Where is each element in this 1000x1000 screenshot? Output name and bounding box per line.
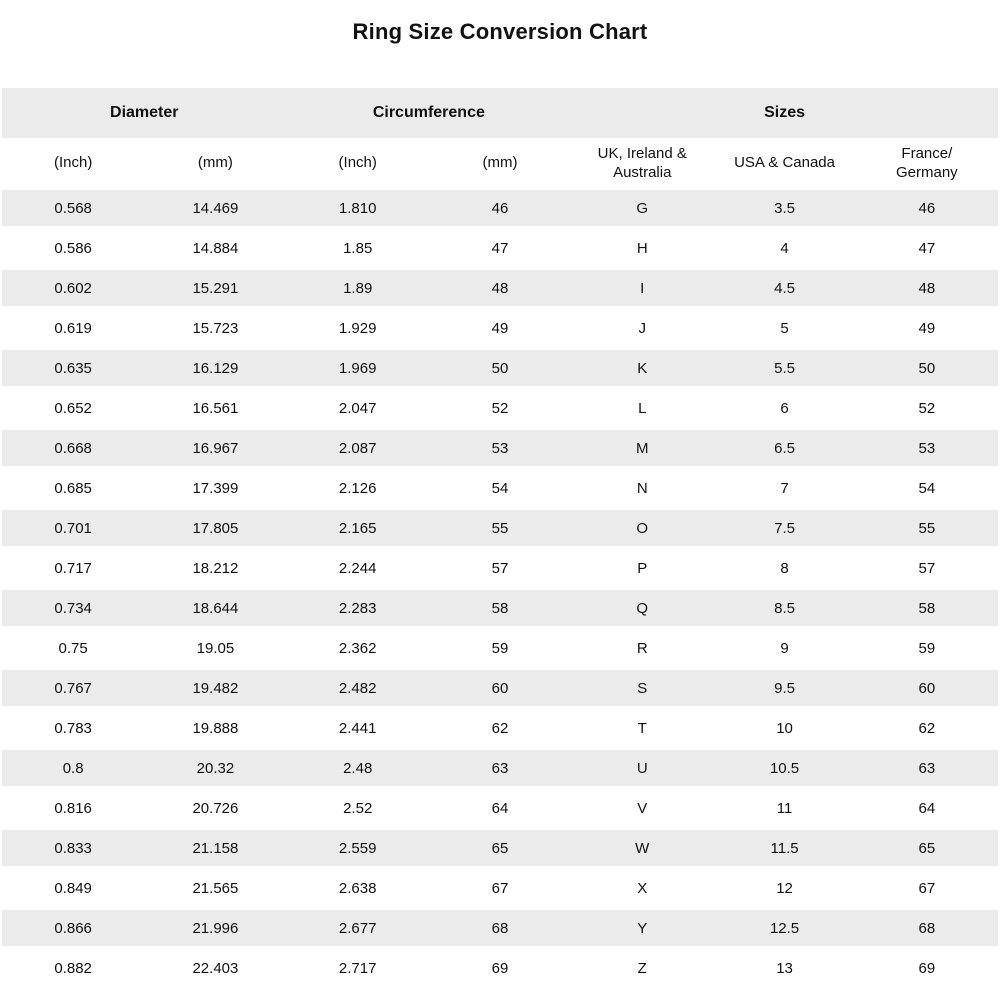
table-cell: 0.767	[2, 668, 144, 708]
table-cell: H	[571, 228, 713, 268]
table-cell: 1.85	[287, 228, 429, 268]
table-cell: 0.866	[2, 908, 144, 948]
table-cell: 2.047	[287, 388, 429, 428]
column-header: USA & Canada	[713, 138, 855, 188]
table-body	[2, 188, 998, 988]
table-cell: 49	[856, 308, 998, 348]
table-cell: I	[571, 268, 713, 308]
table-cell: 2.717	[287, 948, 429, 988]
table-cell: 13	[713, 948, 855, 988]
table-row	[2, 268, 998, 308]
table-cell: 0.701	[2, 508, 144, 548]
table-cell: 7.5	[713, 508, 855, 548]
table-cell: X	[571, 868, 713, 908]
table-cell: 57	[856, 548, 998, 588]
table-cell: 20.32	[144, 748, 286, 788]
table-cell: 63	[429, 748, 571, 788]
table-cell: 7	[713, 468, 855, 508]
table-cell: 64	[856, 788, 998, 828]
table-row	[2, 468, 998, 508]
table-cell: 0.685	[2, 468, 144, 508]
table-row	[2, 868, 998, 908]
table-cell: 67	[429, 868, 571, 908]
table-cell: Y	[571, 908, 713, 948]
table-cell: 47	[856, 228, 998, 268]
table-cell: 14.469	[144, 188, 286, 228]
table-cell: 21.158	[144, 828, 286, 868]
table-cell: 62	[856, 708, 998, 748]
table-cell: 18.212	[144, 548, 286, 588]
table-cell: 54	[856, 468, 998, 508]
table-cell: 65	[429, 828, 571, 868]
table-cell: 0.882	[2, 948, 144, 988]
table-cell: 11	[713, 788, 855, 828]
table-header	[2, 88, 998, 188]
column-header: (Inch)	[287, 138, 429, 188]
table-cell: 0.717	[2, 548, 144, 588]
table-cell: 0.734	[2, 588, 144, 628]
table-row	[2, 188, 998, 228]
table-cell: 8	[713, 548, 855, 588]
table-cell: 57	[429, 548, 571, 588]
table-cell: 0.586	[2, 228, 144, 268]
table-cell: 10	[713, 708, 855, 748]
table-cell: 2.52	[287, 788, 429, 828]
table-row	[2, 548, 998, 588]
table-cell: 53	[856, 428, 998, 468]
table-cell: 0.668	[2, 428, 144, 468]
table-cell: 0.783	[2, 708, 144, 748]
table-cell: K	[571, 348, 713, 388]
table-cell: 1.929	[287, 308, 429, 348]
table-cell: 21.565	[144, 868, 286, 908]
table-cell: 0.75	[2, 628, 144, 668]
table-cell: 0.8	[2, 748, 144, 788]
table-cell: 18.644	[144, 588, 286, 628]
table-cell: 5.5	[713, 348, 855, 388]
table-cell: 0.568	[2, 188, 144, 228]
table-cell: 2.559	[287, 828, 429, 868]
table-cell: 1.89	[287, 268, 429, 308]
table-cell: V	[571, 788, 713, 828]
table-cell: O	[571, 508, 713, 548]
table-row	[2, 388, 998, 428]
table-cell: 0.849	[2, 868, 144, 908]
table-cell: 46	[429, 188, 571, 228]
table-cell: 5	[713, 308, 855, 348]
table-cell: 62	[429, 708, 571, 748]
table-cell: 0.602	[2, 268, 144, 308]
table-cell: 14.884	[144, 228, 286, 268]
group-header-diameter: Diameter	[2, 88, 287, 138]
table-cell: 1.969	[287, 348, 429, 388]
table-cell: 3.5	[713, 188, 855, 228]
table-cell: 0.635	[2, 348, 144, 388]
column-header-row	[2, 138, 998, 188]
table-cell: 12	[713, 868, 855, 908]
table-cell: 47	[429, 228, 571, 268]
table-cell: 52	[856, 388, 998, 428]
table-cell: 8.5	[713, 588, 855, 628]
table-cell: W	[571, 828, 713, 868]
table-cell: 54	[429, 468, 571, 508]
table-row	[2, 228, 998, 268]
table-row	[2, 428, 998, 468]
table-cell: 49	[429, 308, 571, 348]
table-cell: 16.967	[144, 428, 286, 468]
table-row	[2, 908, 998, 948]
table-cell: 15.291	[144, 268, 286, 308]
table-cell: 68	[856, 908, 998, 948]
table-cell: 2.283	[287, 588, 429, 628]
table-cell: 46	[856, 188, 998, 228]
table-cell: U	[571, 748, 713, 788]
table-cell: 2.126	[287, 468, 429, 508]
table-cell: 0.833	[2, 828, 144, 868]
table-cell: L	[571, 388, 713, 428]
table-cell: 60	[856, 668, 998, 708]
table-row	[2, 508, 998, 548]
table-cell: 9	[713, 628, 855, 668]
table-row	[2, 748, 998, 788]
table-cell: 50	[429, 348, 571, 388]
column-header: France/ Germany	[856, 138, 998, 188]
table-row	[2, 948, 998, 988]
column-header: UK, Ireland & Australia	[571, 138, 713, 188]
table-cell: 2.087	[287, 428, 429, 468]
table-cell: 15.723	[144, 308, 286, 348]
table-cell: 69	[856, 948, 998, 988]
table-cell: 19.482	[144, 668, 286, 708]
table-cell: 60	[429, 668, 571, 708]
table-cell: 48	[856, 268, 998, 308]
column-header: (mm)	[144, 138, 286, 188]
table-cell: 21.996	[144, 908, 286, 948]
table-cell: Z	[571, 948, 713, 988]
table-cell: 58	[856, 588, 998, 628]
table-cell: 22.403	[144, 948, 286, 988]
column-header: (Inch)	[2, 138, 144, 188]
table-cell: 55	[856, 508, 998, 548]
table-cell: 4	[713, 228, 855, 268]
table-cell: 0.652	[2, 388, 144, 428]
table-cell: 58	[429, 588, 571, 628]
table-row	[2, 348, 998, 388]
table-row	[2, 828, 998, 868]
table-cell: 69	[429, 948, 571, 988]
table-cell: 2.362	[287, 628, 429, 668]
table-cell: 2.165	[287, 508, 429, 548]
table-cell: 2.48	[287, 748, 429, 788]
table-cell: 2.482	[287, 668, 429, 708]
table-row	[2, 708, 998, 748]
table-cell: 19.05	[144, 628, 286, 668]
table-cell: 2.441	[287, 708, 429, 748]
group-header-circumference: Circumference	[287, 88, 572, 138]
table-cell: 50	[856, 348, 998, 388]
table-cell: 6.5	[713, 428, 855, 468]
table-row	[2, 588, 998, 628]
table-cell: 4.5	[713, 268, 855, 308]
column-header: (mm)	[429, 138, 571, 188]
table-cell: 19.888	[144, 708, 286, 748]
table-cell: R	[571, 628, 713, 668]
table-cell: 17.399	[144, 468, 286, 508]
table-cell: S	[571, 668, 713, 708]
table-container	[0, 88, 1000, 988]
page-title: Ring Size Conversion Chart	[352, 19, 648, 44]
table-cell: J	[571, 308, 713, 348]
table-cell: 2.677	[287, 908, 429, 948]
table-cell: 48	[429, 268, 571, 308]
table-cell: 17.805	[144, 508, 286, 548]
table-cell: 9.5	[713, 668, 855, 708]
table-cell: T	[571, 708, 713, 748]
group-header-row	[2, 88, 998, 138]
table-cell: 20.726	[144, 788, 286, 828]
table-cell: 10.5	[713, 748, 855, 788]
table-cell: P	[571, 548, 713, 588]
group-header-sizes: Sizes	[571, 88, 998, 138]
table-cell: 64	[429, 788, 571, 828]
table-cell: 11.5	[713, 828, 855, 868]
table-cell: 59	[429, 628, 571, 668]
table-row	[2, 628, 998, 668]
table-row	[2, 668, 998, 708]
table-cell: 6	[713, 388, 855, 428]
table-cell: 0.619	[2, 308, 144, 348]
table-cell: 65	[856, 828, 998, 868]
table-cell: 16.561	[144, 388, 286, 428]
table-cell: G	[571, 188, 713, 228]
table-cell: 2.244	[287, 548, 429, 588]
table-row	[2, 788, 998, 828]
table-cell: 16.129	[144, 348, 286, 388]
table-cell: 0.816	[2, 788, 144, 828]
table-cell: 63	[856, 748, 998, 788]
table-cell: Q	[571, 588, 713, 628]
table-row	[2, 308, 998, 348]
table-cell: N	[571, 468, 713, 508]
table-cell: 12.5	[713, 908, 855, 948]
table-cell: 59	[856, 628, 998, 668]
table-cell: 67	[856, 868, 998, 908]
conversion-table	[2, 88, 998, 988]
table-cell: 68	[429, 908, 571, 948]
table-cell: 53	[429, 428, 571, 468]
table-cell: 52	[429, 388, 571, 428]
table-cell: 1.810	[287, 188, 429, 228]
table-cell: 2.638	[287, 868, 429, 908]
table-cell: M	[571, 428, 713, 468]
table-cell: 55	[429, 508, 571, 548]
